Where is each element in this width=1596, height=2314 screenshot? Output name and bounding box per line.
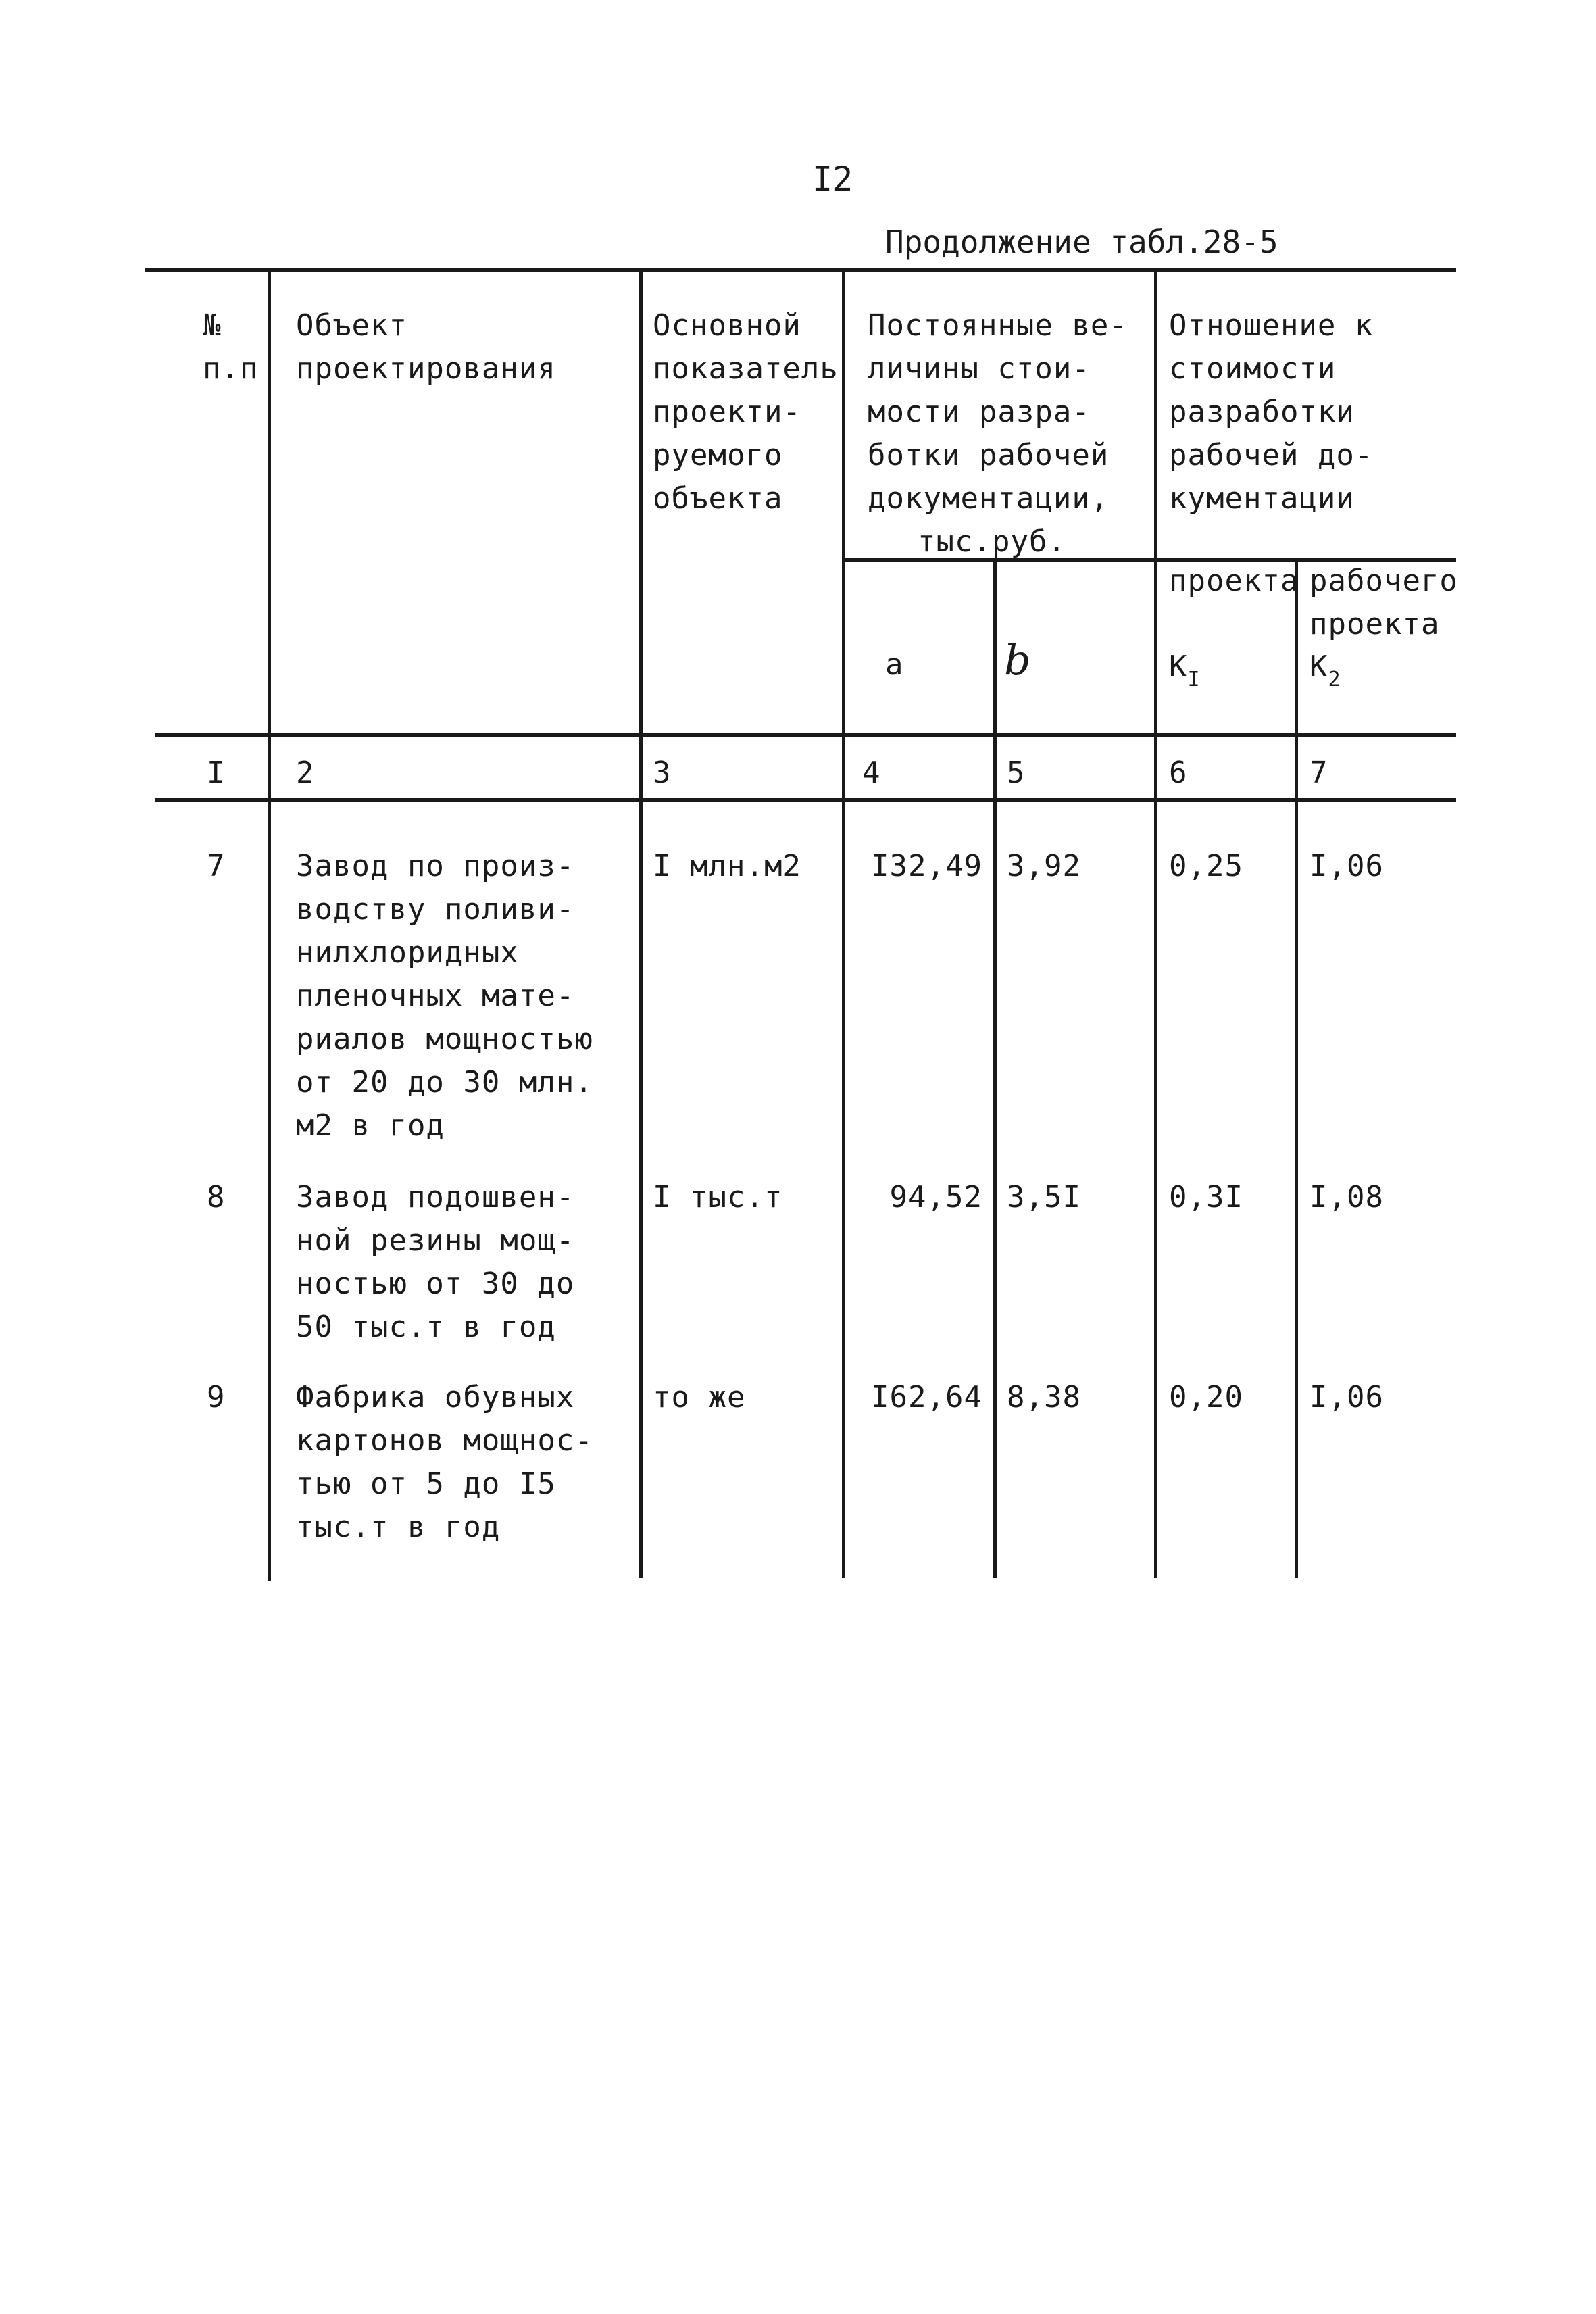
row-9-number: 9 [207,1380,226,1414]
header-col2-object: Объект проектирования [296,308,556,386]
column-divider-5 [1154,270,1157,1578]
row-9-b-value: 8,38 [1007,1380,1081,1414]
row-7-object: Завод по произ- водству поливи- нилхлоридных пленочных мате- риалов мощностью от 20 до 30 млн. м2 в год [296,849,593,1143]
header-col6-label: проекта [1169,564,1299,598]
column-number-7: 7 [1310,756,1328,790]
column-number-4: 4 [862,756,881,790]
page-number: I2 [812,159,853,199]
row-7-number: 7 [207,849,226,883]
row-9-indicator: то же [653,1380,746,1414]
column-divider-4 [993,561,997,1578]
header-col5-b: b [1004,635,1032,685]
header-col6-symbol: $К_I$ [1169,649,1201,691]
row-7-k2-value: I,06 [1310,849,1384,883]
row-8-object: Завод подошвен- ной резины мощ- ностью от 30 до 50 тыс.т в год [296,1180,575,1344]
row-8-a-value: 94,52 [889,1180,982,1214]
header-col4-a: а [885,647,904,682]
row-7-a-value: I32,49 [871,849,982,883]
header-col7-symbol: $К_2$ [1310,649,1341,691]
column-divider-2 [639,270,643,1578]
row-9-a-value: I62,64 [871,1380,982,1414]
row-9-object: Фабрика обувных картонов мощнос- тью от 5 до I5 тыс.т в год [296,1380,593,1544]
numbering-bottom-rule [155,798,1456,802]
header-col45-unit: тыс.руб. [918,524,1066,559]
table-continuation-caption: Продолжение табл.28-5 [885,224,1278,260]
column-number-6: 6 [1169,756,1188,790]
header-col1-number: № п.п [203,308,259,386]
column-divider-3 [842,270,845,1578]
row-7-indicator: I млн.м2 [653,849,801,883]
column-number-2: 2 [296,756,315,790]
column-divider-6 [1295,561,1298,1578]
row-8-number: 8 [207,1180,226,1214]
header-col45-constant-costs: Постоянные ве- личины стои- мости разра- ботки рабочей документации, [868,308,1128,516]
row-9-k1-value: 0,20 [1169,1380,1243,1414]
header-col3-indicator: Основной показатель проекти- руемого объекта [653,308,839,516]
header-col7-label: рабочего проекта [1310,564,1458,641]
row-8-k2-value: I,08 [1310,1180,1384,1214]
column-number-5: 5 [1007,756,1026,790]
row-8-indicator: I тыс.т [653,1180,783,1214]
header-col67-ratio: Отношение к стоимости разработки рабочей до- кументации [1169,308,1374,516]
row-7-b-value: 3,92 [1007,849,1081,883]
row-8-b-value: 3,5I [1007,1180,1081,1214]
row-7-k1-value: 0,25 [1169,849,1243,883]
column-divider-1 [268,270,271,1581]
column-number-1: I [207,756,226,790]
table-top-rule [145,268,1456,272]
row-8-k1-value: 0,3I [1169,1180,1243,1214]
header-bottom-rule [155,733,1456,737]
row-9-k2-value: I,06 [1310,1380,1384,1414]
column-number-3: 3 [653,756,672,790]
